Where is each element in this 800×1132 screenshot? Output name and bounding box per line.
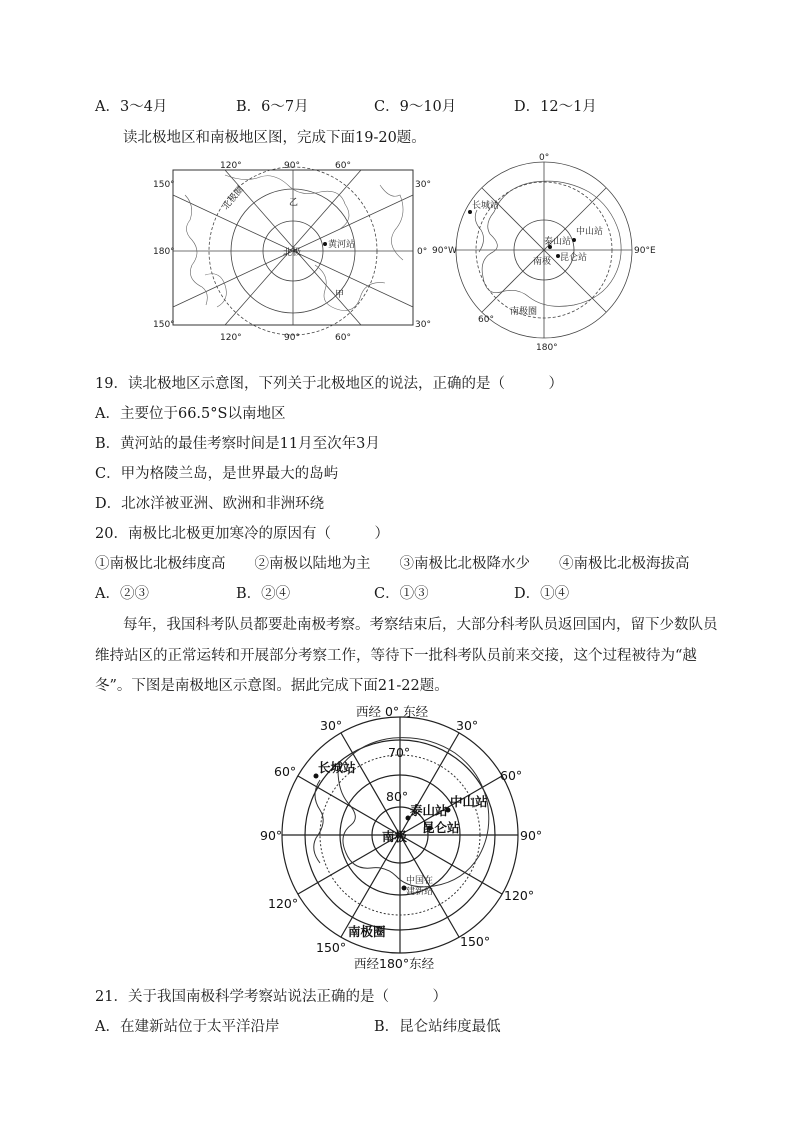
q19-option-a: A．主要位于66.5°S以南地区 <box>95 406 286 422</box>
q20-option-d: D．①④ <box>514 586 570 602</box>
q20-stem: 20．南极比北极更加寒冷的原因有（ ） <box>95 526 389 542</box>
q18-option-c: C．9～10月 <box>374 99 457 115</box>
arctic-bottom-label-3: 60° <box>335 333 351 343</box>
small-map-top: 0° <box>539 153 550 163</box>
large-map-new-station-2: 建新站 <box>406 887 434 897</box>
large-map-left: 90° <box>260 828 283 843</box>
large-map-lat70: 70° <box>388 745 411 760</box>
q18-option-d: D．12～1月 <box>514 99 597 115</box>
arctic-right-label-2: 0° <box>417 247 428 257</box>
small-map-changcheng: 长城站 <box>472 201 500 211</box>
large-map-changcheng: 长城站 <box>318 760 356 775</box>
small-map-zhongshan: 中山站 <box>576 227 604 237</box>
q19-option-c: C．甲为格陵兰岛，是世界最大的岛屿 <box>95 466 339 482</box>
large-map-mr: 60° <box>500 768 523 783</box>
large-map-tl: 30° <box>320 718 343 733</box>
arctic-circle-label: 北极圈 <box>221 184 247 212</box>
q19-stem: 19．读北极地区示意图，下列关于北极地区的说法，正确的是（ ） <box>95 376 563 392</box>
arctic-left-label-2: 180° <box>153 247 175 257</box>
arctic-top-label-1: 120° <box>220 161 242 171</box>
large-map-tr: 30° <box>456 718 479 733</box>
q20-option-a: A．②③ <box>95 586 149 602</box>
passage-line-3: 冬”。下图是南极地区示意图。据此完成下面21-22题。 <box>95 678 449 694</box>
large-map-br: 150° <box>460 934 491 949</box>
q20-option-c: C．①③ <box>374 586 429 602</box>
large-map-new-station-1: 中国在 <box>406 876 434 886</box>
arctic-top-label-2: 90° <box>284 161 300 171</box>
q19-option-b: B．黄河站的最佳考察时间是11月至次年3月 <box>95 436 380 452</box>
large-map-top: 西经 0° 东经 <box>356 704 429 719</box>
q21-stem: 21．关于我国南极科学考察站说法正确的是（ ） <box>95 989 447 1005</box>
arctic-bottom-label-2: 90° <box>284 333 300 343</box>
q19-option-d: D．北冰洋被亚洲、欧洲和非洲环绕 <box>95 496 325 512</box>
large-map-bl: 150° <box>316 940 347 955</box>
arctic-pole-label: 北极 <box>283 248 302 258</box>
passage-line-2: 维持站区的正常运转和开展部分考察工作，等待下一批科考队员前来交接，这个过程被待为“越 <box>95 648 697 664</box>
huanghe-station-label: 黄河站 <box>328 240 356 250</box>
small-map-pole: 南极 <box>533 257 552 267</box>
q18-option-a: A．3～4月 <box>95 99 168 115</box>
large-map-zhongshan: 中山站 <box>450 794 488 809</box>
antarctic-map-large <box>260 700 550 972</box>
large-map-lr: 120° <box>504 888 535 903</box>
arctic-right-label-3: 30° <box>415 320 431 330</box>
antarctic-map-small <box>432 152 662 357</box>
large-map-ml: 60° <box>274 764 297 779</box>
small-map-right: 90°E <box>634 246 656 256</box>
large-map-right: 90° <box>520 828 543 843</box>
arctic-right-label-1: 30° <box>415 180 431 190</box>
passage-line-1: 每年，我国科考队员都要赴南极考察。考察结束后，大部分科考队员返回国内，留下少数队员 <box>123 617 718 633</box>
arctic-bottom-label-1: 120° <box>220 333 242 343</box>
region-jia: 甲 <box>335 290 345 300</box>
arctic-left-label-3: 150° <box>153 320 175 330</box>
small-map-bottom-left: 60° <box>478 315 494 325</box>
q20-option-b: B．②④ <box>236 586 291 602</box>
q20-statements: ①南极比北极纬度高 ②南极以陆地为主 ③南极比北极降水少 ④南极比北极海拔高 <box>95 556 690 572</box>
arctic-left-label-1: 150° <box>153 180 175 190</box>
small-map-bottom: 180° <box>536 343 558 353</box>
q21-option-b: B．昆仑站纬度最低 <box>374 1019 501 1035</box>
large-map-ll: 120° <box>268 896 299 911</box>
region-yi: 乙 <box>289 198 299 208</box>
large-map-bottom: 西经180°东经 <box>354 956 435 971</box>
small-map-circle-label: 南极圈 <box>510 307 538 317</box>
large-map-pole: 南极 <box>382 829 408 844</box>
large-map-taishan: 泰山站 <box>410 803 448 818</box>
q21-option-a: A．在建新站位于太平洋沿岸 <box>95 1019 280 1035</box>
small-map-kunlun: 昆仑站 <box>560 253 588 263</box>
arctic-top-label-3: 60° <box>335 161 351 171</box>
small-map-left: 90°W <box>432 246 457 256</box>
intro-19-20: 读北极地区和南极地区图，完成下面19-20题。 <box>123 130 426 146</box>
small-map-taishan: 泰山站 <box>544 237 572 247</box>
arctic-map <box>153 155 435 355</box>
large-map-lat80: 80° <box>386 789 409 804</box>
q18-option-b: B．6～7月 <box>236 99 309 115</box>
large-map-circle-label: 南极圈 <box>348 924 386 939</box>
large-map-kunlun: 昆仑站 <box>422 820 460 835</box>
